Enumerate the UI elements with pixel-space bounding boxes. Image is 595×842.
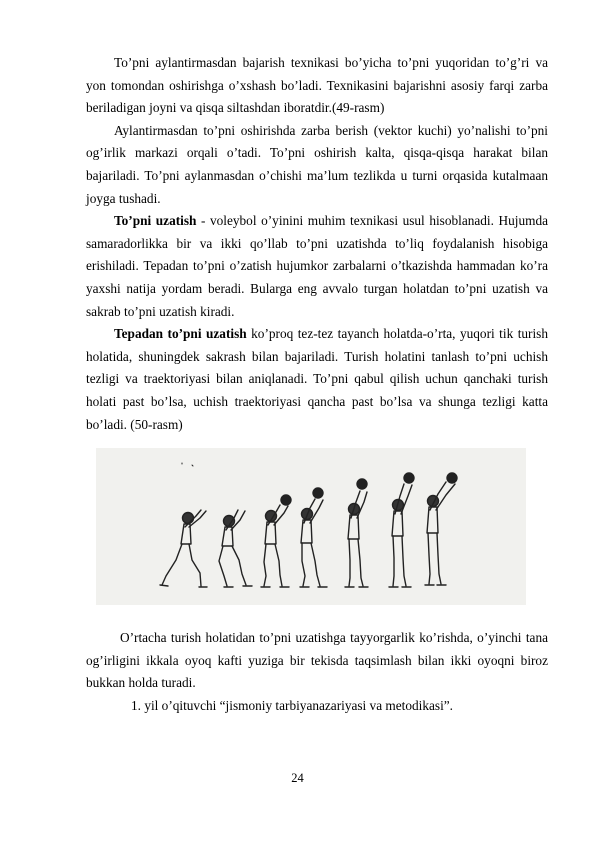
paragraph-ball-spin-technique: To’pni aylantirmasdan bajarish texnikasi bo’yicha to’pni yuqoridan to’g’ri va yon tomondan oshirishga o’xshash bo’ladi. Texnikasini bajarishni asosiy farqi zarba beriladigan joyni va qisqa siltashdan iboratdir.(49-rasm) — [86, 55, 548, 116]
player-figure-7 — [425, 473, 457, 585]
player-figure-5 — [345, 479, 368, 587]
paragraph-overhead-pass-text: ko’proq tez-tez tayanch holatda-o’rta, yuqori tik turish holatida, shuningdek sakrash bilan bajariladi. Turish holatini tanlash to’pni uchish tezligi va traektoriyasi bilan aniqlanadi. To’pni qabul qilish uchun qanchaki turish holati past bo’lsa, uchish traektoriyasi qancha past bo’lsa va shunga tezligi katta bo’ladi. (50-rasm) — [86, 326, 549, 432]
paragraph-overhead-pass — [86, 323, 548, 436]
player-figure-2 — [219, 510, 252, 587]
term-ball-passing: To’pni uzatish — [114, 213, 197, 229]
paragraph-ball-passing-text: - voleybol o’yinini muhim texnikasi usul hisoblanadi. Hujumda samaradorlikka bir va ikki qo’llab to’pni uzatishda to’liq foydalanish hisobiga erishiladi. Tepadan to’pni o’zatish hujumkor zarbalarni o’tkazishda hammadan ko’ra yaxshi natija yordam beradi. Bularga eng avvalo turgan holatdan to’pni uzatish va sakrab to’pni uzatish kiradi. — [86, 213, 549, 319]
volleyball-players-drawing — [96, 448, 526, 605]
player-figure-3 — [261, 495, 291, 587]
player-figure-4 — [300, 488, 327, 587]
volleyball-pass-sequence-figure — [96, 448, 526, 605]
term-overhead-pass: Tepadan to’pni uzatish — [114, 326, 247, 342]
player-figure-1 — [160, 510, 207, 587]
footnote-number: 1. — [131, 697, 141, 713]
page-number: 24 — [291, 771, 304, 785]
paragraph-ball-passing — [86, 210, 548, 323]
paragraph-medium-stance-preparation: O’rtacha turish holatidan to’pni uzatishga tayyorgarlik ko’rishda, o’yinchi tana og’irligini ikkala oyoq kafti yuziga bir tekisda taqsimlash bilan ikki oyoqni biroz bukkan holda turadi. — [86, 630, 548, 691]
footnote-list-item — [86, 695, 548, 718]
player-figure-6 — [389, 473, 414, 587]
footnote-text: yil o’qituvchi “jismoniy tarbiyanazariyasi va metodikasi”. — [144, 697, 454, 713]
document-page — [86, 52, 548, 717]
paragraph-no-spin-serve: Aylantirmasdan to’pni oshirishda zarba berish (vektor kuchi) yo’nalishi to’pni og’irlik markazi orqali o’tadi. To’pni oshirish kalta, qisqa-qisqa harakat bilan bajariladi. To’pni aylanmasdan o’chishi ma’lum tezlikda u turni orqasida kutalmaan joyga tushadi. — [86, 122, 548, 206]
